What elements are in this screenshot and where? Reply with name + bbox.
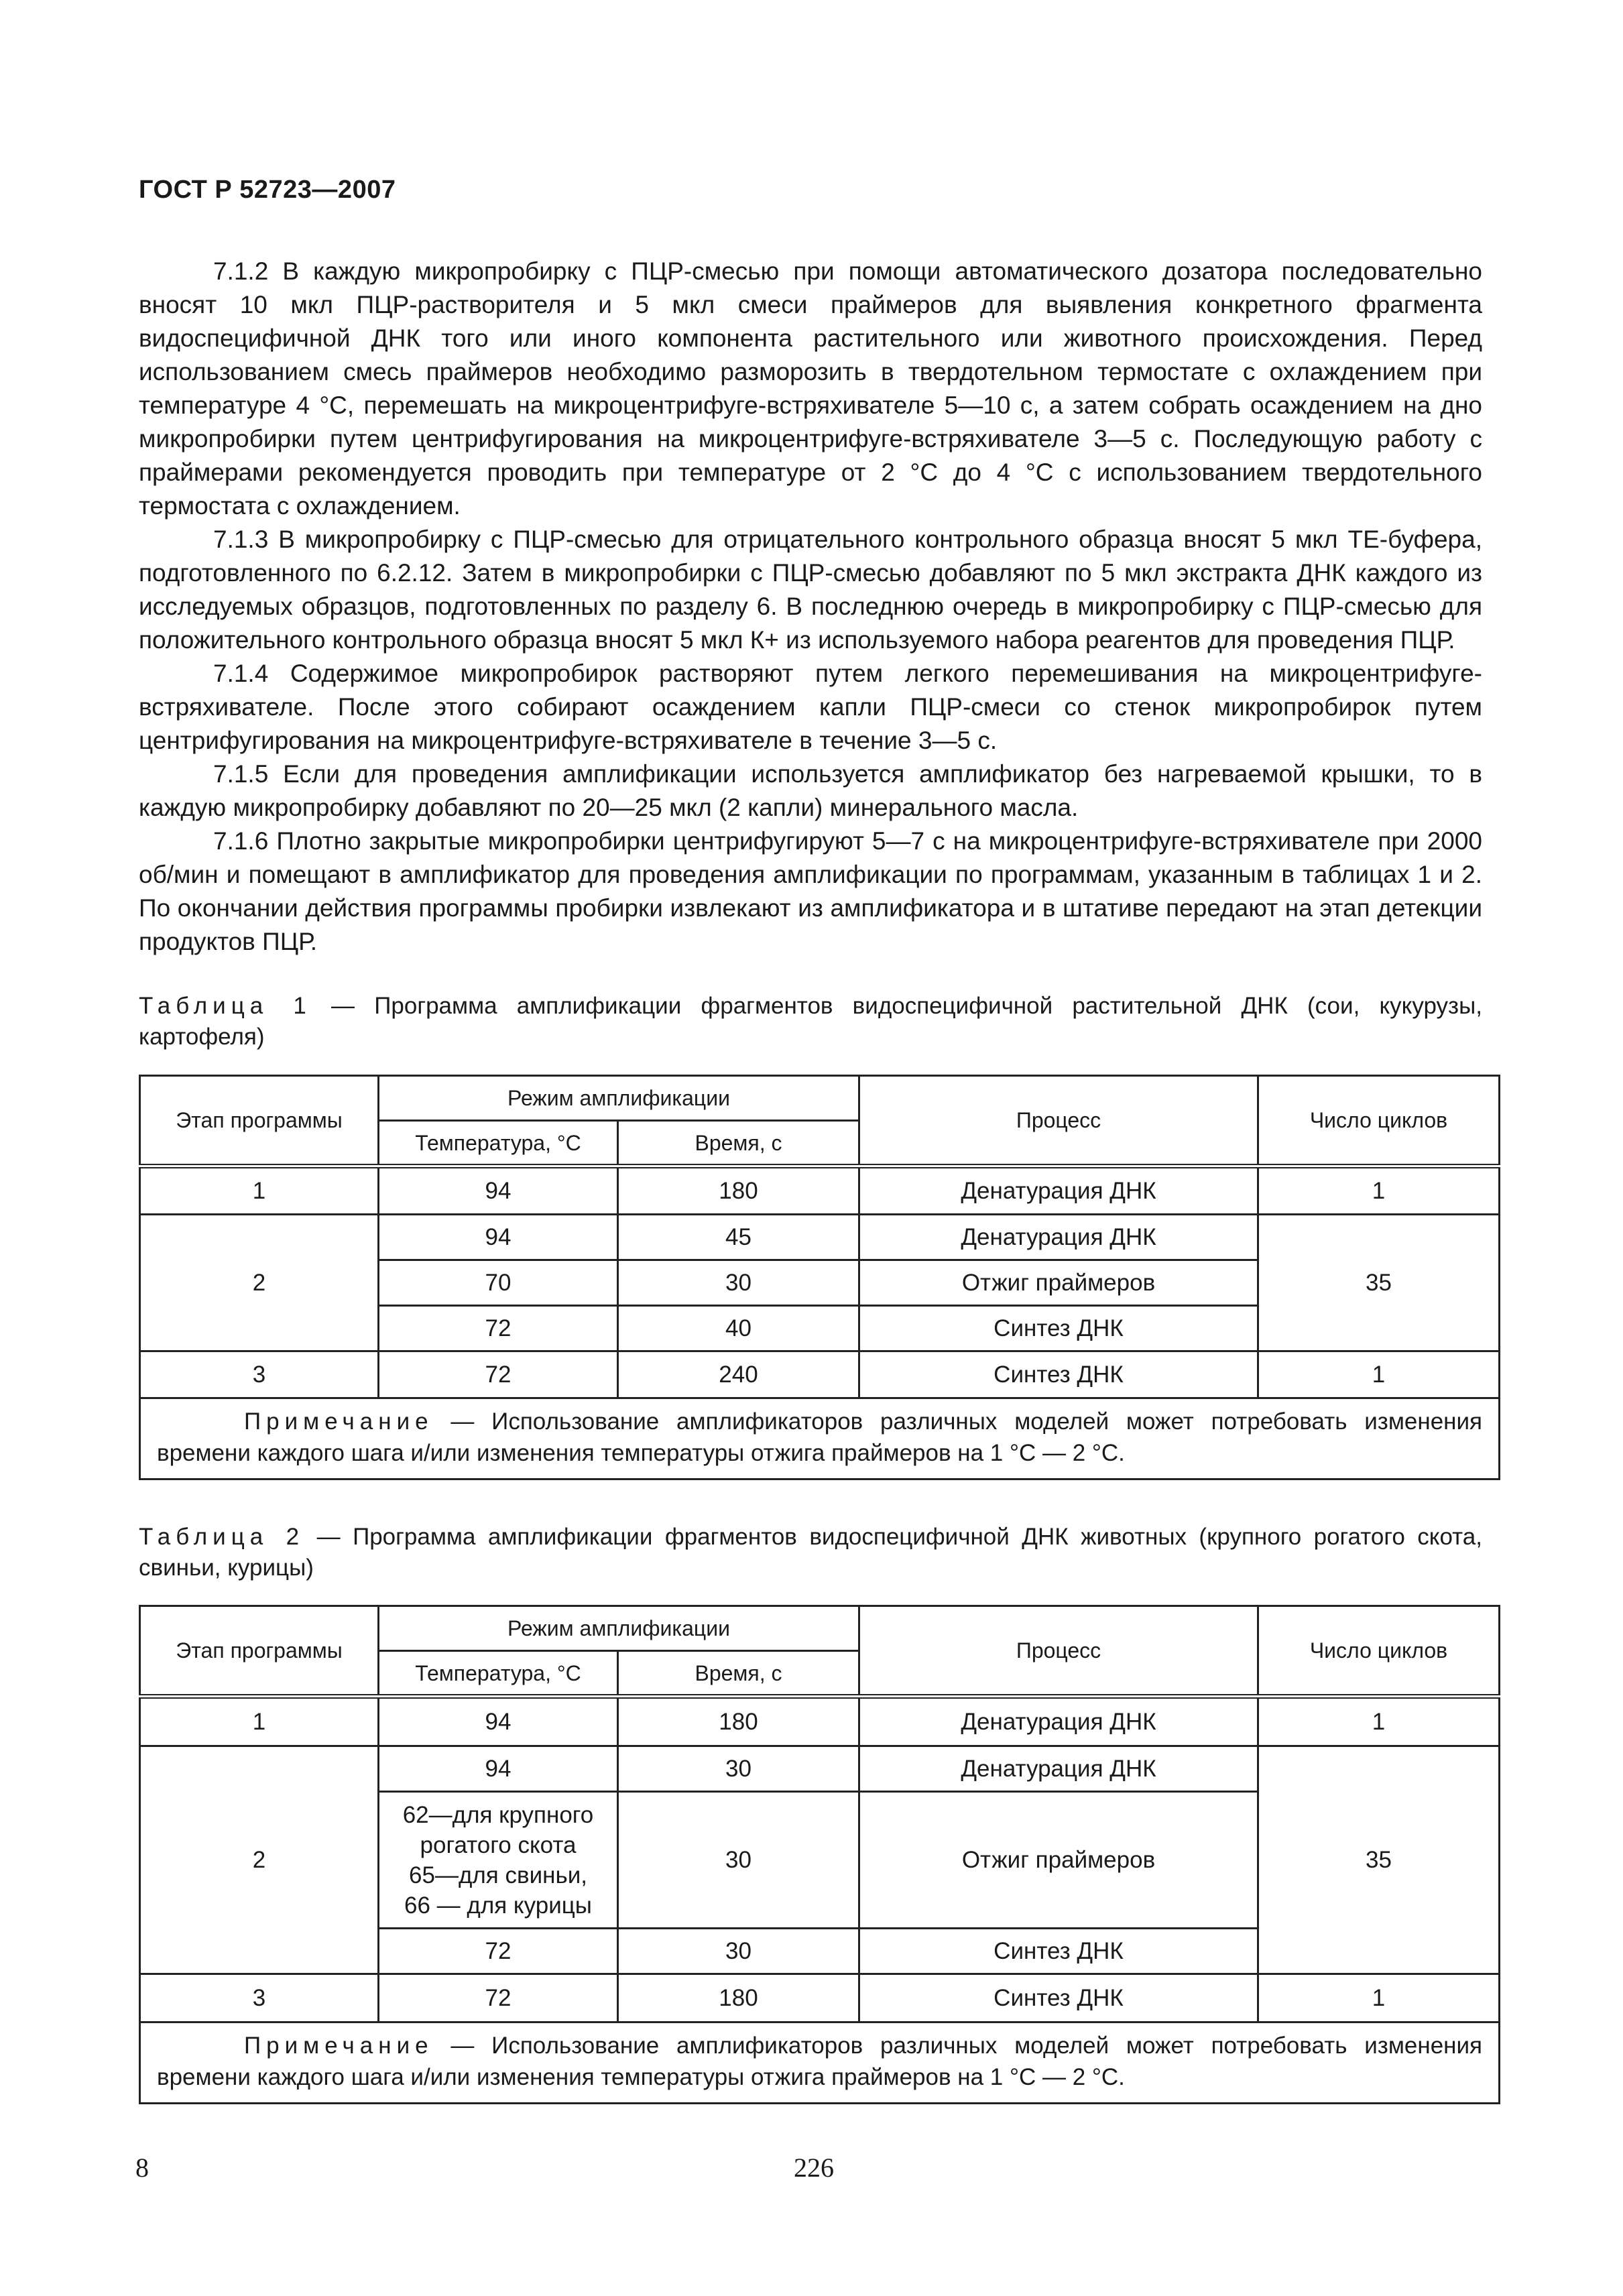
table2-r2b-temp-line: 62—для крупного	[402, 1801, 594, 1828]
table1-header-process: Процесс	[859, 1076, 1258, 1166]
table2-r2-stage: 2	[140, 1746, 379, 1974]
table2-r2a-temp: 94	[379, 1746, 618, 1792]
table1-r1-stage: 1	[140, 1166, 379, 1215]
table2-r1-cycles: 1	[1258, 1697, 1500, 1746]
table1-r2b-temp: 70	[379, 1260, 618, 1306]
table2-r3-cycles: 1	[1258, 1974, 1500, 2022]
table2-r2-cycles: 35	[1258, 1746, 1500, 1974]
table-row	[140, 1697, 1500, 1746]
paragraph-7-1-3: 7.1.3 В микропробирку с ПЦР-смесью для отрицательного контрольного образца вносят 5 мкл ТЕ-буфера, подготовленного по 6.2.12. Затем в микропробирки с ПЦР-смесью добавляют по 5 мкл экстракта ДНК каждого из исследуемых образцов, подготовленных по разделу 6. В последнюю очередь в микропробирку с ПЦР-смесью для положительного контрольного образца вносят 5 мкл К+ из используемого набора реагентов для проведения ПЦР.	[139, 526, 1482, 654]
document-header: ГОСТ Р 52723—2007	[139, 176, 396, 204]
table1-r2a-process: Денатурация ДНК	[859, 1215, 1258, 1260]
table2-header-mode: Режим амплификации	[379, 1606, 859, 1651]
table1-caption	[139, 991, 1482, 1052]
table2-r3-temp: 72	[379, 1974, 618, 2022]
table1-r2a-temp: 94	[379, 1215, 618, 1260]
table2-r2c-process: Синтез ДНК	[859, 1929, 1258, 1974]
table1-r2c-temp: 72	[379, 1306, 618, 1351]
paragraph-7-1-6: 7.1.6 Плотно закрытые микропробирки центрифугируют 5—7 с на микроцентрифуге-встряхивателе при 2000 об/мин и помещают в амплификатор для проведения амплификации по программам, указанным в таблицах 1 и 2. По окончании действия программы пробирки извлекают из амплификатора и в штативе передают на этап детекции продуктов ПЦР.	[139, 827, 1482, 955]
table1-r1-cycles: 1	[1258, 1166, 1500, 1215]
table2-r1-time: 180	[618, 1697, 859, 1746]
table2-r2b-temp-line: 65—для свиньи,	[409, 1862, 587, 1888]
table1-r3-temp: 72	[379, 1351, 618, 1398]
table1-r1-temp: 94	[379, 1166, 618, 1215]
table2-r3-process: Синтез ДНК	[859, 1974, 1258, 2022]
table2-header-time: Время, с	[618, 1651, 859, 1697]
table2-r2b-temp	[379, 1792, 618, 1929]
table1-r2-stage: 2	[140, 1215, 379, 1351]
page-number: 8	[135, 2153, 149, 2183]
table1-caption-label: Таблица 1	[139, 993, 312, 1019]
paragraph-7-1-2: 7.1.2 В каждую микропробирку с ПЦР-смесью при помощи автоматического дозатора последовательно вносят 10 мкл ПЦР-растворителя и 5 мкл смеси праймеров для выявления конкретного фрагмента видоспецифичной ДНК того или иного компонента растительного или животного происхождения. Перед использованием смесь праймеров необходимо разморозить в твердотельном термостате с охлаждением при температуре 4 °С, перемешать на микроцентрифуге-встряхивателе 5—10 с, а затем собрать осаждением на дно микропробирки путем центрифугирования на микроцентрифуге-встряхивателе 3—5 с. Последующую работу с праймерами рекомендуется проводить при температуре от 2 °С до 4 °С с использованием твердотельного термостата с охлаждением.	[139, 257, 1482, 520]
table2-caption-label: Таблица 2	[139, 1524, 305, 1550]
table1-r2-cycles: 35	[1258, 1215, 1500, 1351]
table2-r2a-process: Денатурация ДНК	[859, 1746, 1258, 1792]
table-row	[140, 1974, 1500, 2022]
table-row	[140, 1166, 1500, 1215]
table2-header-cycles: Число циклов	[1258, 1606, 1500, 1697]
table2-header-process: Процесс	[859, 1606, 1258, 1697]
table2-note	[140, 2022, 1500, 2104]
table2-r1-stage: 1	[140, 1697, 379, 1746]
table2-note-dash: —	[433, 2033, 492, 2059]
table2-header-temp: Температура, °С	[379, 1651, 618, 1697]
table1-r1-time: 180	[618, 1166, 859, 1215]
table2-r2b-temp-line: рогатого скота	[420, 1831, 577, 1858]
table-row	[140, 1746, 1500, 1792]
table-row	[140, 1215, 1500, 1260]
table1-r2b-process: Отжиг праймеров	[859, 1260, 1258, 1306]
table1-r3-stage: 3	[140, 1351, 379, 1398]
table1-note-dash: —	[433, 1408, 492, 1435]
table1-r2c-time: 40	[618, 1306, 859, 1351]
table1-r2a-time: 45	[618, 1215, 859, 1260]
table1-note-label: Примечание	[244, 1408, 434, 1435]
table2-r2c-time: 30	[618, 1929, 859, 1974]
table1-caption-text: — Программа амплификации фрагментов видоспецифичной растительной ДНК (сои, кукурузы, картофеля)	[139, 993, 1482, 1050]
table1-r2b-time: 30	[618, 1260, 859, 1306]
table2-header-stage: Этап программы	[140, 1606, 379, 1697]
table2-r2a-time: 30	[618, 1746, 859, 1792]
table2-caption	[139, 1522, 1482, 1583]
table2	[139, 1605, 1500, 2104]
table2-r2b-temp-line: 66 — для курицы	[404, 1892, 592, 1919]
paragraph-7-1-5: 7.1.5 Если для проведения амплификации используется амплификатор без нагреваемой крышки, то в каждую микропробирку добавляют по 20—25 мкл (2 капли) минерального масла.	[139, 760, 1482, 821]
table2-r2b-process: Отжиг праймеров	[859, 1792, 1258, 1929]
table1-r3-cycles: 1	[1258, 1351, 1500, 1398]
table2-caption-text: — Программа амплификации фрагментов видоспецифичной ДНК животных (крупного рогатого скота, свиньи, курицы)	[139, 1524, 1482, 1581]
table1-header-mode: Режим амплификации	[379, 1076, 859, 1121]
table1-r2c-process: Синтез ДНК	[859, 1306, 1258, 1351]
body-text	[139, 255, 1482, 959]
table2-r2b-time: 30	[618, 1792, 859, 1929]
table1-header-stage: Этап программы	[140, 1076, 379, 1166]
table1-header-time: Время, с	[618, 1121, 859, 1166]
table1-note-text: Использование амплификаторов различных моделей может потребовать изменения времени каждого шага и/или изменения температуры отжига праймеров на 1 °С — 2 °С.	[157, 1408, 1482, 1466]
table1-r3-time: 240	[618, 1351, 859, 1398]
table1-header-cycles: Число циклов	[1258, 1076, 1500, 1166]
table1-note-row	[140, 1398, 1500, 1479]
table2-note-row	[140, 2022, 1500, 2104]
table1-note	[140, 1398, 1500, 1479]
paragraph-7-1-4: 7.1.4 Содержимое микропробирок растворяют путем легкого перемешивания на микроцентрифуге-встряхивателе. После этого собирают осаждением капли ПЦР-смеси со стенок микропробирок путем центрифугирования на микроцентрифуге-встряхивателе в течение 3—5 с.	[139, 660, 1482, 754]
table2-note-label: Примечание	[244, 2033, 434, 2059]
table2-r1-temp: 94	[379, 1697, 618, 1746]
table1-header-temp: Температура, °С	[379, 1121, 618, 1166]
table2-r3-stage: 3	[140, 1974, 379, 2022]
table1	[139, 1075, 1500, 1480]
table2-r3-time: 180	[618, 1974, 859, 2022]
table1-r3-process: Синтез ДНК	[859, 1351, 1258, 1398]
table2-note-text: Использование амплификаторов различных моделей может потребовать изменения времени каждого шага и/или изменения температуры отжига праймеров на 1 °С — 2 °С.	[157, 2033, 1482, 2090]
table2-r2c-temp: 72	[379, 1929, 618, 1974]
page-stamp: 226	[794, 2153, 834, 2183]
table2-r1-process: Денатурация ДНК	[859, 1697, 1258, 1746]
table-row	[140, 1351, 1500, 1398]
table1-r1-process: Денатурация ДНК	[859, 1166, 1258, 1215]
